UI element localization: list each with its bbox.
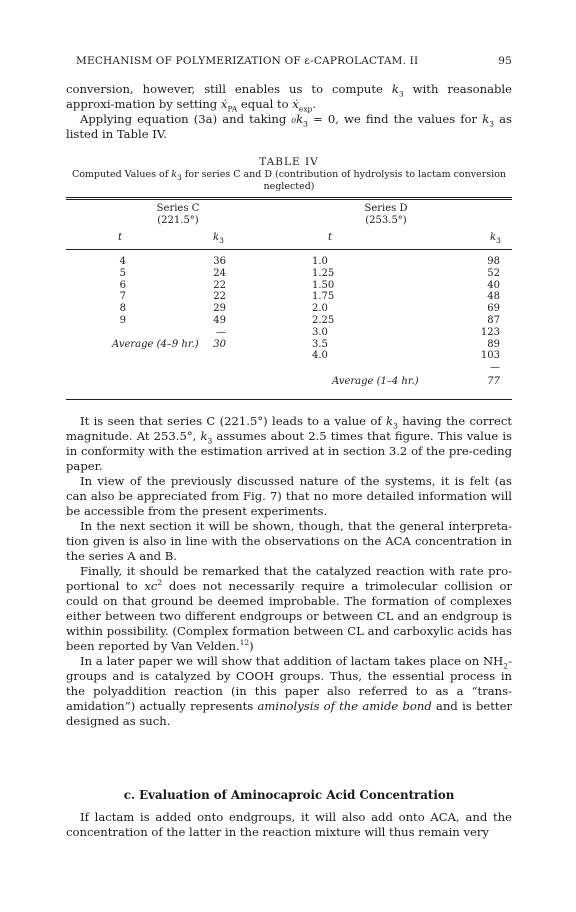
series-d-k-header: k [490, 232, 497, 243]
table-cell: 87 [487, 314, 500, 326]
series-c-title: Series C [156, 203, 200, 214]
table-cell: 98 [487, 256, 500, 267]
table-cell: 4.0 [312, 350, 328, 362]
table-cell: 48 [487, 291, 500, 303]
page-number: 95 [498, 55, 512, 67]
series-c-k-header: k [213, 232, 220, 243]
table-cell: 2.0 [312, 303, 328, 315]
series-d-t-header: t [328, 232, 333, 243]
intro-text [66, 82, 512, 142]
table-header-rule [66, 249, 512, 250]
section-text [66, 810, 512, 840]
table-cell: 1.75 [312, 291, 335, 303]
table-cell: 8 [119, 303, 126, 315]
table-cell: 40 [487, 279, 500, 291]
table-cell: 1.50 [312, 279, 335, 291]
paragraph-nature-of-systems: In view of the previously discussed nature of the systems, it is felt (as can also be appreciated from Fig. 7) that no more detailed information will be accessible from the present experiments. [66, 474, 512, 518]
table-cell: 5 [119, 267, 126, 279]
table-cell: 22 [213, 291, 226, 303]
table-cell: 123 [480, 326, 500, 338]
series-c-average-label: Average (4–9 hr.) [112, 338, 199, 350]
table-number: TABLE IV [259, 156, 319, 168]
table-cell: 69 [487, 303, 500, 315]
table-bottom-rule [66, 399, 512, 400]
paragraph-lactam-addition: If lactam is added onto endgroups, it will also add onto ACA, and the concentration of the latter in the reaction mixture will thus remain very [66, 810, 512, 839]
table-top-rule-double [66, 199, 512, 200]
section-heading: c. Evaluation of Aminocaproic Acid Concentration [123, 788, 455, 802]
series-d-title: Series D [364, 203, 408, 214]
paragraph-later-paper: In a later paper we will show that addition of lactam takes place on $NH_2$-groups and is catalyzed by COOH groups. Thus, the essential process in the polyaddition reaction (in this paper also referred to as a “trans-amidation”) actually represents aminolysis of the amide bond and is better designed as such. [66, 654, 512, 728]
series-c-t-header: t [118, 232, 123, 243]
series-d-average-label: Average (1–4 hr.) [332, 376, 419, 387]
table-header: Series C (221.5°) Series D (253.5°) t $k_3$ t $k_3$ [118, 203, 501, 245]
table-description: Computed Values of $k_3$ for series C and D (contribution of hydrolysis to lactam conversion neglected) [71, 169, 507, 192]
series-c-average-value: 30 [213, 338, 226, 350]
table-caption [66, 156, 512, 193]
series-d-average-value: 77 [487, 375, 500, 387]
series-d-t-column [312, 256, 352, 362]
running-head-title: MECHANISM OF POLYMERIZATION OF ε-CAPROLACTAM. II [76, 55, 419, 67]
table-cell: 89 [487, 338, 500, 350]
table-cell: 24 [213, 267, 226, 279]
paragraph-catalyzed-reaction: Finally, it should be remarked that the catalyzed reaction with rate pro-portional to $xc^2$ does not necessarily require a trimolecular collision or could on that ground be deemed improbable. The formation of complexes either between two different endgroups or between CL and an endgroup is within possibility. (Complex formation between CL and carboxylic acids has been reported by Van Velden.$^{12}$) [66, 564, 512, 653]
series-d-k-column [472, 256, 500, 388]
table-cell: 103 [480, 350, 500, 362]
paragraph-applying-equation: Applying equation (3a) and taking $_0k_3 = 0$, we find the values for $k_3$ as listed in Table IV. [66, 112, 512, 141]
series-d-dash: — [490, 362, 500, 374]
table-cell: 1.0 [312, 256, 328, 267]
series-d-temp: (253.5°) [365, 214, 407, 226]
table-cell: 9 [119, 314, 126, 326]
series-c-temp: (221.5°) [157, 214, 199, 226]
table-cell: 4 [119, 256, 126, 267]
table-cell: 7 [119, 291, 126, 303]
table-cell: 6 [119, 279, 126, 291]
table-cell: 36 [213, 256, 226, 267]
discussion-text [66, 414, 512, 729]
table-body [66, 256, 512, 386]
series-c-t-column [106, 256, 126, 327]
series-c-k-column [202, 256, 226, 350]
table-cell: 29 [213, 303, 226, 315]
table-cell: 3.0 [312, 326, 328, 338]
table-cell: 1.25 [312, 267, 335, 279]
paragraph-next-section: In the next section it will be shown, though, that the general interpreta-tion given is also in line with the observations on the ACA concentration in the series A and B. [66, 519, 512, 563]
table-cell: 49 [213, 314, 226, 326]
table-cell: 22 [213, 279, 226, 291]
table-cell: — [216, 326, 226, 338]
paragraph-continuation: conversion, however, still enables us to compute $k_3$ with reasonable approxi-mation by setting ẋ$_{PA}$ equal to ẋ$_{exp}$. [66, 82, 513, 114]
table-cell: 2.25 [312, 314, 335, 326]
table-cell: 52 [487, 267, 500, 279]
table-top-rule [66, 197, 512, 198]
paragraph-series-c: It is seen that series C (221.5°) leads to a value of $k_3$ having the correct magnitude. At 253.5°, $k_3$ assumes about 2.5 times that figure. This value is in conformity with the estimation arrived at in section 3.2 of the pre-ceding paper. [66, 414, 513, 473]
table-cell: 3.5 [312, 338, 328, 350]
